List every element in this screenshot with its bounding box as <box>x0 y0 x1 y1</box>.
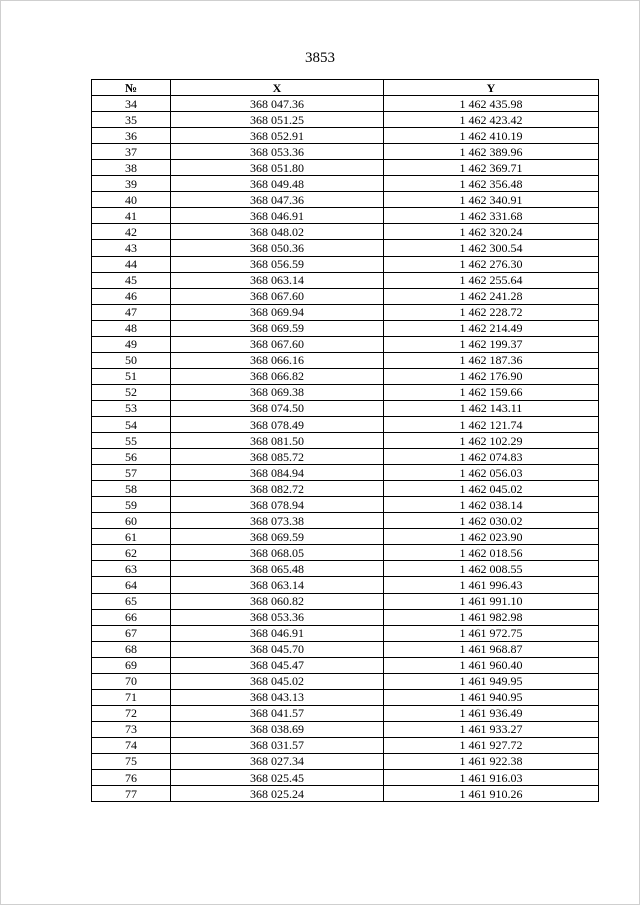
table-row <box>92 786 599 802</box>
cell-number: 48 <box>92 320 171 336</box>
table-row <box>92 208 599 224</box>
table-row <box>92 753 599 769</box>
cell-x: 368 038.69 <box>171 721 384 737</box>
cell-x: 368 063.14 <box>171 272 384 288</box>
cell-number: 34 <box>92 96 171 112</box>
cell-y: 1 462 300.54 <box>384 240 599 256</box>
cell-number: 70 <box>92 673 171 689</box>
cell-number: 40 <box>92 192 171 208</box>
cell-x: 368 069.59 <box>171 320 384 336</box>
table-row <box>92 561 599 577</box>
cell-y: 1 462 159.66 <box>384 384 599 400</box>
cell-y: 1 461 936.49 <box>384 705 599 721</box>
cell-y: 1 461 910.26 <box>384 786 599 802</box>
cell-number: 76 <box>92 770 171 786</box>
cell-number: 64 <box>92 577 171 593</box>
cell-x: 368 084.94 <box>171 465 384 481</box>
table-row <box>92 609 599 625</box>
cell-number: 66 <box>92 609 171 625</box>
cell-x: 368 049.48 <box>171 176 384 192</box>
table-row <box>92 737 599 753</box>
cell-x: 368 078.49 <box>171 416 384 432</box>
table-row <box>92 272 599 288</box>
cell-number: 59 <box>92 497 171 513</box>
cell-number: 73 <box>92 721 171 737</box>
cell-number: 68 <box>92 641 171 657</box>
cell-x: 368 051.80 <box>171 160 384 176</box>
table-row <box>92 384 599 400</box>
cell-x: 368 047.36 <box>171 96 384 112</box>
cell-y: 1 462 143.11 <box>384 400 599 416</box>
column-header-number: № <box>92 80 171 96</box>
table-header-row <box>92 80 599 96</box>
cell-y: 1 462 410.19 <box>384 128 599 144</box>
cell-y: 1 461 933.27 <box>384 721 599 737</box>
cell-number: 67 <box>92 625 171 641</box>
table-row <box>92 320 599 336</box>
table-row <box>92 336 599 352</box>
table-row <box>92 112 599 128</box>
table-row <box>92 481 599 497</box>
cell-y: 1 462 241.28 <box>384 288 599 304</box>
table-row <box>92 529 599 545</box>
table-row <box>92 625 599 641</box>
cell-y: 1 462 018.56 <box>384 545 599 561</box>
table-row <box>92 144 599 160</box>
table-body <box>92 96 599 802</box>
cell-number: 54 <box>92 416 171 432</box>
cell-x: 368 067.60 <box>171 336 384 352</box>
cell-y: 1 462 074.83 <box>384 449 599 465</box>
cell-x: 368 065.48 <box>171 561 384 577</box>
table-row <box>92 256 599 272</box>
table-row <box>92 641 599 657</box>
table-row <box>92 513 599 529</box>
cell-y: 1 462 276.30 <box>384 256 599 272</box>
cell-x: 368 046.91 <box>171 625 384 641</box>
page-number: 3853 <box>305 50 335 66</box>
cell-number: 42 <box>92 224 171 240</box>
table-row <box>92 465 599 481</box>
table-row <box>92 593 599 609</box>
cell-x: 368 078.94 <box>171 497 384 513</box>
cell-x: 368 081.50 <box>171 433 384 449</box>
table-row <box>92 770 599 786</box>
cell-number: 72 <box>92 705 171 721</box>
cell-number: 41 <box>92 208 171 224</box>
cell-x: 368 046.91 <box>171 208 384 224</box>
cell-number: 39 <box>92 176 171 192</box>
cell-number: 77 <box>92 786 171 802</box>
cell-y: 1 462 121.74 <box>384 416 599 432</box>
table-row <box>92 352 599 368</box>
table-row <box>92 128 599 144</box>
table-row <box>92 224 599 240</box>
cell-number: 43 <box>92 240 171 256</box>
cell-number: 35 <box>92 112 171 128</box>
table-row <box>92 304 599 320</box>
cell-number: 58 <box>92 481 171 497</box>
cell-x: 368 053.36 <box>171 609 384 625</box>
cell-number: 46 <box>92 288 171 304</box>
cell-x: 368 041.57 <box>171 705 384 721</box>
cell-x: 368 045.70 <box>171 641 384 657</box>
cell-x: 368 027.34 <box>171 753 384 769</box>
cell-number: 44 <box>92 256 171 272</box>
cell-x: 368 053.36 <box>171 144 384 160</box>
cell-x: 368 045.47 <box>171 657 384 673</box>
table-row <box>92 577 599 593</box>
cell-y: 1 461 922.38 <box>384 753 599 769</box>
cell-x: 368 047.36 <box>171 192 384 208</box>
cell-y: 1 461 991.10 <box>384 593 599 609</box>
cell-number: 60 <box>92 513 171 529</box>
cell-number: 62 <box>92 545 171 561</box>
cell-number: 69 <box>92 657 171 673</box>
table-row <box>92 240 599 256</box>
cell-x: 368 045.02 <box>171 673 384 689</box>
cell-number: 55 <box>92 433 171 449</box>
cell-x: 368 066.82 <box>171 368 384 384</box>
cell-y: 1 462 038.14 <box>384 497 599 513</box>
cell-y: 1 462 056.03 <box>384 465 599 481</box>
cell-y: 1 462 356.48 <box>384 176 599 192</box>
cell-y: 1 462 102.29 <box>384 433 599 449</box>
table-row <box>92 689 599 705</box>
cell-x: 368 073.38 <box>171 513 384 529</box>
table-row <box>92 368 599 384</box>
cell-x: 368 052.91 <box>171 128 384 144</box>
cell-y: 1 462 199.37 <box>384 336 599 352</box>
cell-y: 1 461 996.43 <box>384 577 599 593</box>
cell-x: 368 063.14 <box>171 577 384 593</box>
cell-x: 368 082.72 <box>171 481 384 497</box>
table-row <box>92 416 599 432</box>
cell-y: 1 462 214.49 <box>384 320 599 336</box>
cell-y: 1 461 972.75 <box>384 625 599 641</box>
cell-y: 1 462 369.71 <box>384 160 599 176</box>
cell-x: 368 085.72 <box>171 449 384 465</box>
cell-number: 71 <box>92 689 171 705</box>
cell-number: 52 <box>92 384 171 400</box>
table-row <box>92 433 599 449</box>
cell-x: 368 068.05 <box>171 545 384 561</box>
cell-x: 368 025.24 <box>171 786 384 802</box>
cell-y: 1 462 023.90 <box>384 529 599 545</box>
coordinates-table <box>91 79 599 802</box>
cell-number: 37 <box>92 144 171 160</box>
cell-number: 49 <box>92 336 171 352</box>
table-row <box>92 673 599 689</box>
cell-x: 368 067.60 <box>171 288 384 304</box>
table-row <box>92 160 599 176</box>
cell-y: 1 462 389.96 <box>384 144 599 160</box>
cell-y: 1 462 030.02 <box>384 513 599 529</box>
cell-y: 1 461 949.95 <box>384 673 599 689</box>
cell-y: 1 461 960.40 <box>384 657 599 673</box>
column-header-y: Y <box>384 80 599 96</box>
cell-y: 1 461 916.03 <box>384 770 599 786</box>
cell-number: 65 <box>92 593 171 609</box>
cell-y: 1 461 968.87 <box>384 641 599 657</box>
cell-x: 368 069.59 <box>171 529 384 545</box>
table-row <box>92 497 599 513</box>
cell-y: 1 462 255.64 <box>384 272 599 288</box>
cell-number: 56 <box>92 449 171 465</box>
cell-y: 1 462 435.98 <box>384 96 599 112</box>
cell-number: 74 <box>92 737 171 753</box>
table-row <box>92 400 599 416</box>
cell-y: 1 462 340.91 <box>384 192 599 208</box>
cell-number: 57 <box>92 465 171 481</box>
column-header-x: X <box>171 80 384 96</box>
cell-x: 368 050.36 <box>171 240 384 256</box>
table-row <box>92 176 599 192</box>
cell-y: 1 461 927.72 <box>384 737 599 753</box>
cell-number: 36 <box>92 128 171 144</box>
cell-x: 368 066.16 <box>171 352 384 368</box>
cell-x: 368 051.25 <box>171 112 384 128</box>
table-row <box>92 288 599 304</box>
cell-number: 47 <box>92 304 171 320</box>
cell-y: 1 461 940.95 <box>384 689 599 705</box>
cell-number: 50 <box>92 352 171 368</box>
cell-y: 1 462 008.55 <box>384 561 599 577</box>
cell-x: 368 060.82 <box>171 593 384 609</box>
cell-number: 75 <box>92 753 171 769</box>
table-row <box>92 449 599 465</box>
table-row <box>92 657 599 673</box>
cell-y: 1 462 423.42 <box>384 112 599 128</box>
cell-y: 1 462 176.90 <box>384 368 599 384</box>
cell-y: 1 462 320.24 <box>384 224 599 240</box>
table-row <box>92 545 599 561</box>
cell-x: 368 025.45 <box>171 770 384 786</box>
cell-x: 368 069.38 <box>171 384 384 400</box>
cell-number: 61 <box>92 529 171 545</box>
cell-x: 368 056.59 <box>171 256 384 272</box>
cell-number: 45 <box>92 272 171 288</box>
cell-y: 1 462 187.36 <box>384 352 599 368</box>
cell-number: 63 <box>92 561 171 577</box>
table-row <box>92 705 599 721</box>
cell-x: 368 048.02 <box>171 224 384 240</box>
cell-number: 53 <box>92 400 171 416</box>
cell-x: 368 031.57 <box>171 737 384 753</box>
cell-y: 1 462 045.02 <box>384 481 599 497</box>
cell-number: 38 <box>92 160 171 176</box>
cell-number: 51 <box>92 368 171 384</box>
cell-y: 1 462 331.68 <box>384 208 599 224</box>
cell-x: 368 043.13 <box>171 689 384 705</box>
cell-x: 368 069.94 <box>171 304 384 320</box>
cell-y: 1 461 982.98 <box>384 609 599 625</box>
cell-x: 368 074.50 <box>171 400 384 416</box>
table-row <box>92 721 599 737</box>
table-row <box>92 96 599 112</box>
table-row <box>92 192 599 208</box>
cell-y: 1 462 228.72 <box>384 304 599 320</box>
